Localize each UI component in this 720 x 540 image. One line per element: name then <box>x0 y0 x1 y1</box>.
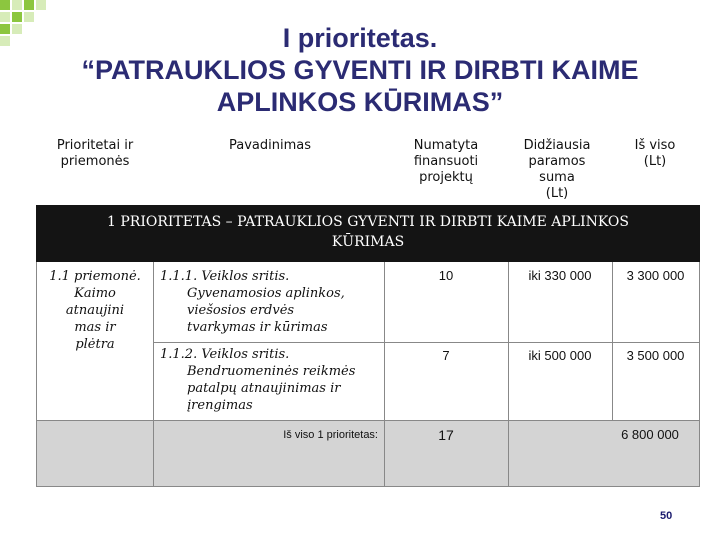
grid-line <box>612 262 613 420</box>
header-name: Pavadinimas <box>229 138 311 153</box>
priority-band: 1 PRIORITETAS – PATRAUKLIOS GYVENTI IR DIRBTI KAIME APLINKOS KŪRIMAS <box>36 205 700 262</box>
title-line-3: APLINKOS KŪRIMAS” <box>216 87 504 117</box>
table-row: 1.1.1. Veiklos sritis. Gyvenamosios aplinkos, viešosios erdvės tvarkymas ir kūrimas <box>160 269 345 335</box>
header-projects: Numatyta finansuoti projektų <box>413 138 479 185</box>
header-priorities: Prioritetai ir priemonės <box>56 138 134 169</box>
grid-line <box>153 342 699 343</box>
table-row: 1.1.2. Veiklos sritis. Bendruomeninės reikmės patalpų atnaujinimas ir įrengimas <box>160 347 356 413</box>
summary-total: 6 800 000 <box>621 427 679 442</box>
page-title <box>60 22 660 118</box>
grid-line <box>384 262 385 486</box>
grid-line <box>36 420 700 421</box>
row-total: 3 300 000 <box>626 268 685 283</box>
grid-line <box>36 262 37 486</box>
row-max-sum: iki 330 000 <box>528 268 592 283</box>
header-total: Iš viso (Lt) <box>634 138 676 169</box>
grid-line <box>508 262 509 486</box>
header-max-sum: Didžiausia paramos suma (Lt) <box>523 138 591 201</box>
row-projects: 7 <box>442 348 450 363</box>
grid-line <box>699 262 700 486</box>
summary-projects: 17 <box>438 427 454 443</box>
page-number: 50 <box>660 510 673 522</box>
corner-decoration <box>0 0 60 45</box>
row-total: 3 500 000 <box>626 348 685 363</box>
summary-label: Iš viso 1 prioritetas: <box>283 429 378 441</box>
row-max-sum: iki 500 000 <box>528 348 592 363</box>
grid-line <box>153 262 154 486</box>
grid-line <box>36 486 700 487</box>
title-line-1: I prioritetas. <box>282 23 438 53</box>
title-line-2: “PATRAUKLIOS GYVENTI IR DIRBTI KAIME <box>81 55 639 85</box>
measure-cell: 1.1 priemonė. Kaimo atnaujini mas ir plėtra <box>49 269 141 352</box>
row-projects: 10 <box>438 268 454 283</box>
